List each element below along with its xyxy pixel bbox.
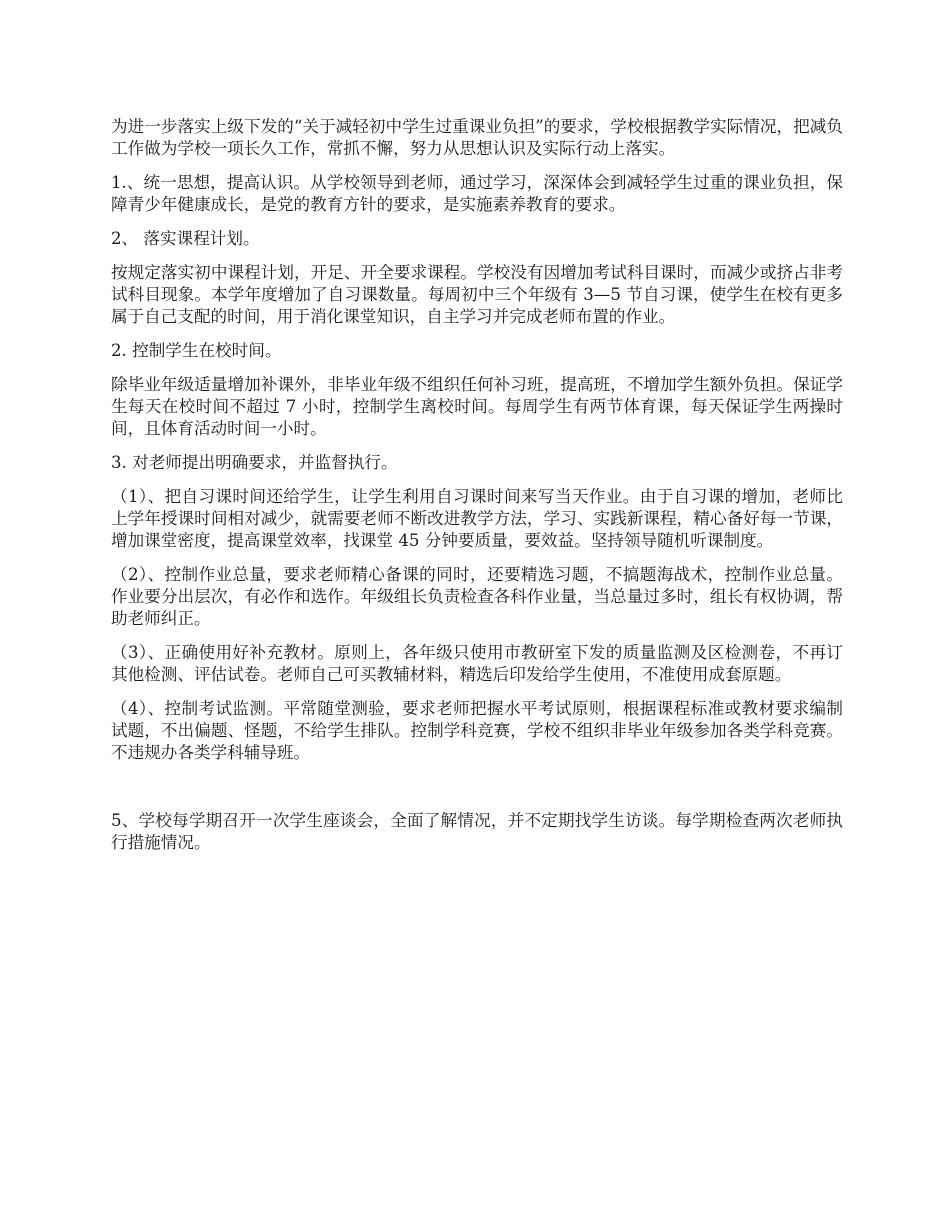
paragraph-school-time: 除毕业年级适量增加补课外，非毕业年级不组织任何补习班，提高班，不增加学生额外负担。保证学生每天在校时间不超过 7 小时，控制学生离校时间。每周学生有两节体育课，每天保证学生两操时间，且体育活动时间一小时。	[111, 375, 843, 438]
blank-spacer	[111, 776, 843, 810]
heading-teacher-requirements: 3. 对老师提出明确要求，并监督执行。	[111, 453, 398, 472]
paragraph-unify-thinking: 1.、统一思想，提高认识。从学校领导到老师，通过学习，深深体会到减轻学生过重的课业负担，保障青少年健康成长，是党的教育方针的要求，是实施素养教育的要求。	[111, 173, 843, 214]
paragraph-student-forum: 5、学校每学期召开一次学生座谈会，全面了解情况，并不定期找学生访谈。每学期检查两次老师执行措施情况。	[111, 811, 843, 852]
paragraph-requirement-1: （1）、把自习课时间还给学生，让学生利用自习课时间来写当天作业。由于自习课的增加，老师比上学年授课时间相对减少，就需要老师不断改进教学方法，学习、实践新课程，精心备好每一节课，增加课堂密度，提高课堂效率，找课堂 45 分钟要质量，要效益。坚持领导随机听课制度。	[111, 487, 843, 550]
intro-paragraph: 为进一步落实上级下发的“关于减轻初中学生过重课业负担”的要求，学校根据教学实际情况，把减负工作做为学校一项长久工作，常抓不懈，努力从思想认识及实际行动上落实。	[111, 117, 843, 158]
heading-school-time: 2. 控制学生在校时间。	[111, 341, 282, 360]
paragraph-requirement-2: （2）、控制作业总量，要求老师精心备课的同时，还要精选习题，不搞题海战术，控制作业总量。作业要分出层次，有必作和选作。年级组长负责检查各科作业量，当总量过多时，组长有权协调，帮助老师纠正。	[111, 565, 843, 628]
paragraph-requirement-4: （4）、控制考试监测。平常随堂测验，要求老师把握水平考试原则，根据课程标准或教材要求编制试题，不出偏题、怪题，不给学生排队。控制学科竞赛，学校不组织非毕业年级参加各类学科竞赛。不违规办各类学科辅导班。	[111, 699, 843, 762]
document-page	[111, 116, 843, 866]
paragraph-requirement-3: （3）、正确使用好补充教材。原则上，各年级只使用市教研室下发的质量监测及区检测卷，不再订其他检测、评估试卷。老师自己可买教辅材料，精选后印发给学生使用，不准使用成套原题。	[111, 643, 843, 684]
heading-curriculum-plan: 2、 落实课程计划。	[111, 229, 260, 248]
paragraph-curriculum-plan: 按规定落实初中课程计划，开足、开全要求课程。学校没有因增加考试科目课时，而减少或挤占非考试科目现象。本学年度增加了自习课数量。每周初中三个年级有 3—5 节自习课，使学生在校有更多属于自己支配的时间，用于消化课堂知识，自主学习并完成老师布置的作业。	[111, 263, 843, 326]
